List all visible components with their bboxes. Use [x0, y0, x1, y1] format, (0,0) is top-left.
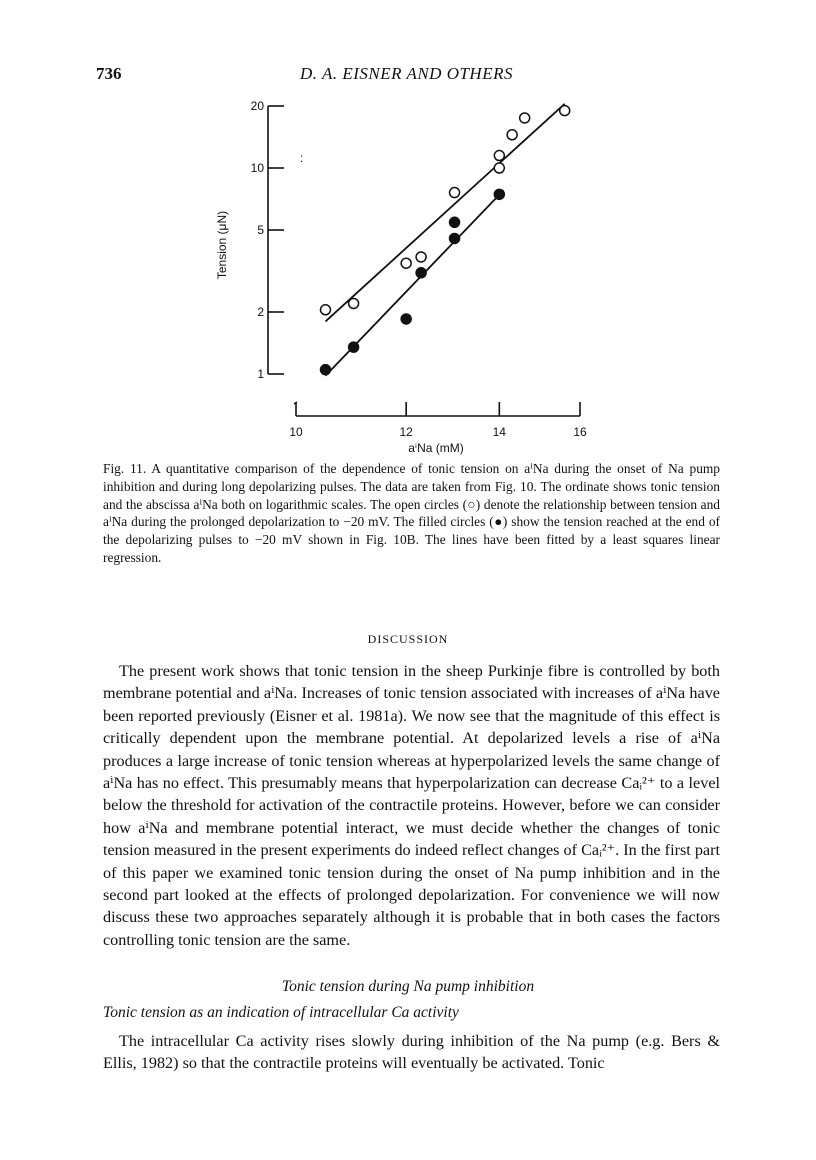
paragraph-2: The intracellular Ca activity rises slowly during inhibition of the Na pump (e.g. Bers & Ellis, 1982) so that the contractile proteins will eventually be activated. Tonic — [103, 1032, 720, 1073]
section-title: Tonic tension during Na pump inhibition — [281, 978, 535, 995]
open-circle-point — [416, 252, 426, 262]
y-axis-label: Tension (μN) — [215, 210, 229, 280]
open-circle-point — [560, 106, 570, 116]
fit-line-open — [325, 104, 564, 322]
figure-11-chart — [0, 0, 816, 460]
x-tick-label-12: 12 — [399, 425, 413, 439]
filled-circle-point — [450, 233, 460, 243]
x-tick-label-14: 14 — [492, 425, 506, 439]
figure-caption: Fig. 11. A quantitative comparison of the dependence of tonic tension on aⁱNa during the onset of Na pump inhibition and during long depolarizing pulses. The data are taken from Fig. 10. The ordinate shows tonic tension and the abscissa aⁱNa both on logarithmic scales. The open circles (○) denote the relationship between tension and aⁱNa during the prolonged depolarization to −20 mV. The filled circles (●) show the tension reached at the end of the depolarizing pulses to −20 mV shown in Fig. 10B. The lines have been fitted by a least squares linear regression. — [103, 461, 720, 565]
y-tick-label-2: 2 — [257, 304, 264, 319]
discussion-paragraph — [103, 660, 720, 951]
open-circle-point — [320, 305, 330, 315]
filled-circle-point — [401, 314, 411, 324]
y-tick-label-10: 10 — [250, 161, 264, 176]
paragraph-1: The present work shows that tonic tension in the sheep Purkinje fibre is controlled by both membrane potential and aⁱNa. Increases of tonic tension associated with increases of aⁱNa have been reported previously (Eisner et al. 1981a). We now see that the magnitude of this effect is critically dependent upon the membrane potential. At depolarized levels a rise of aⁱNa produces a large increase of tonic tension whereas at hyperpolarized levels the same change of aⁱNa has no effect. This presumably means that hyperpolarization can decrease Caᵢ²⁺ to a level below the threshold for activation of the contractile proteins. However, before we can consider how aⁱNa and membrane potential interact, we must decide whether the changes of tonic tension measured in the present experiments do indeed reflect changes of Caᵢ²⁺. In the first part of this paper we examined tonic tension during the onset of Na pump inhibition and in the second part looked at the effects of prolonged depolarization. For convenience we will now discuss these two approaches separately although it is probable that in both cases the factors controlling tonic tension are the same. — [103, 662, 720, 949]
y-tick-label-20: 20 — [250, 99, 264, 113]
filled-circle-point — [320, 365, 330, 375]
page-number: 736 — [96, 64, 122, 83]
open-circle-point — [494, 163, 504, 173]
data-points — [320, 106, 569, 375]
y-tick-label-5: 5 — [257, 223, 264, 238]
regression-lines — [325, 104, 564, 376]
x-tick-label-10: 10 — [289, 425, 303, 439]
x-axis-label: aⁱNa (mM) — [408, 441, 464, 455]
stray-annotation: : — [300, 151, 304, 165]
filled-circle-point — [450, 217, 460, 227]
open-circle-point — [401, 258, 411, 268]
body-paragraph — [103, 1030, 720, 1075]
filled-circle-point — [349, 342, 359, 352]
open-circle-point — [450, 188, 460, 198]
open-circle-point — [494, 151, 504, 161]
discussion-heading: DISCUSSION — [367, 632, 449, 646]
open-circle-point — [349, 298, 359, 308]
open-circle-point — [520, 113, 530, 123]
filled-circle-point — [416, 268, 426, 278]
running-title: D. A. EISNER AND OTHERS — [300, 64, 513, 83]
y-tick-label-1: 1 — [257, 367, 264, 381]
x-tick-label-16: 16 — [573, 425, 587, 439]
subsection-title: Tonic tension as an indication of intracellular Ca activity — [103, 1004, 459, 1021]
open-circle-point — [507, 130, 517, 140]
filled-circle-point — [494, 189, 504, 199]
